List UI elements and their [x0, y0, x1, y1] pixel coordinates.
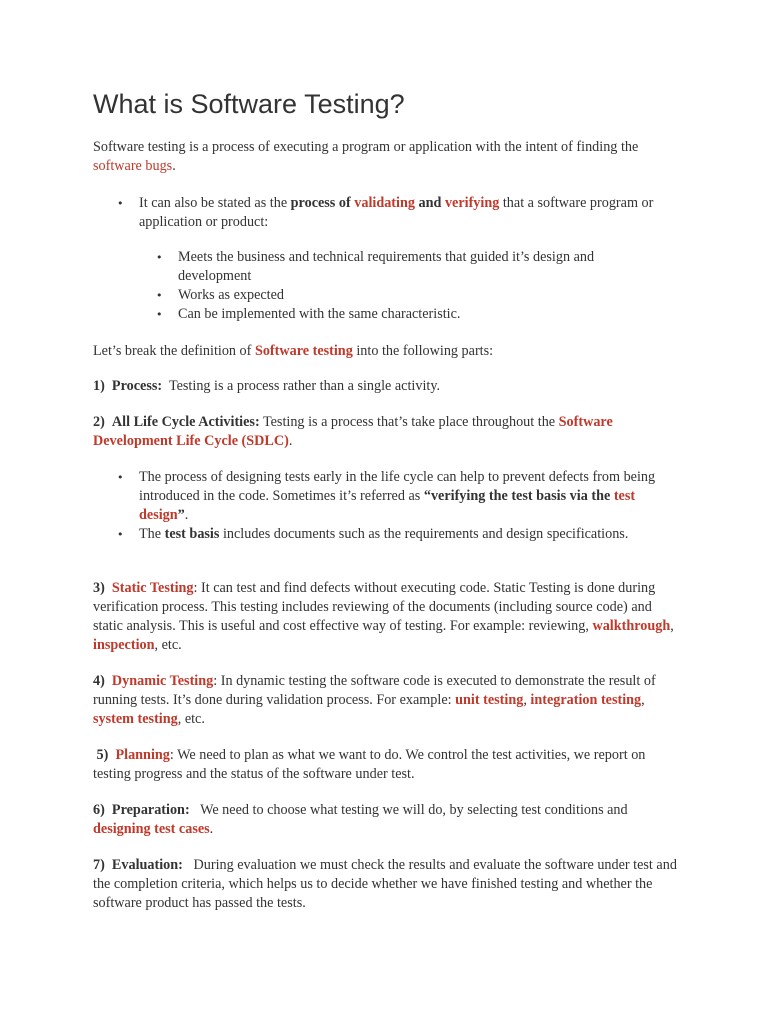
section-planning: 5) Planning: We need to plan as what we want to do. We control the test activities, we report on testing progress and the status of the software under test.	[93, 747, 646, 782]
section-label: Preparation:	[111, 802, 190, 818]
static-testing-link[interactable]: Static Testing	[111, 580, 194, 596]
section-label: All Life Cycle Activities:	[111, 414, 260, 430]
sdlc-link[interactable]: Software Development Life Cycle (SDLC)	[93, 414, 613, 449]
list-item: • The process of designing tests early in the life cycle can help to prevent defects from being introduced in the code. Sometimes it’s referred as “verifying the test basis via the test design”.	[139, 468, 659, 525]
test-design-link[interactable]: test design	[139, 488, 636, 523]
inspection-link[interactable]: inspection	[93, 637, 155, 653]
validating-link[interactable]: validating	[354, 195, 415, 211]
list-item: • Can be implemented with the same characteristic.	[178, 305, 668, 324]
designing-test-cases-link[interactable]: designing test cases	[93, 821, 210, 837]
section-life-cycle: 2) All Life Cycle Activities: Testing is a process that’s take place throughout the Software Development Life Cycle (SDLC).	[93, 414, 613, 449]
verifying-link[interactable]: verifying	[444, 195, 500, 211]
section-label: Evaluation:	[111, 857, 183, 873]
intro-paragraph	[93, 138, 683, 176]
dynamic-testing-link[interactable]: Dynamic Testing	[111, 673, 214, 689]
section-label: Process:	[111, 378, 163, 394]
software-bugs-link[interactable]: software bugs	[93, 158, 173, 174]
integration-testing-link[interactable]: integration testing	[530, 692, 642, 708]
planning-link[interactable]: Planning	[115, 747, 170, 763]
intro-end: .	[172, 158, 176, 174]
list-item: • Works as expected	[178, 286, 668, 305]
section-preparation: 6) Preparation: We need to choose what testing we will do, by selecting test conditions and designing test cases.	[93, 802, 628, 837]
page-title: What is Software Testing?	[93, 89, 405, 119]
section-dynamic-testing: 4) Dynamic Testing: In dynamic testing the software code is executed to demonstrate the result of running tests. It’s done during validation process. For example: unit testing, integration testing, system testing, etc.	[93, 673, 656, 727]
walkthrough-link[interactable]: walkthrough	[592, 618, 671, 634]
list-item: • It can also be stated as the process of validating and verifying that a software program or application or product:	[139, 194, 659, 232]
section-process: 1) Process: Testing is a process rather than a single activity.	[93, 378, 441, 394]
list-item: • The test basis includes documents such as the requirements and design specifications.	[139, 525, 659, 544]
life-cycle-list	[139, 468, 659, 544]
system-testing-link[interactable]: system testing	[93, 711, 178, 727]
list-item: • Meets the business and technical requirements that guided it’s design and development	[178, 248, 668, 286]
section-static-testing: 3) Static Testing: It can test and find defects without executing code. Static Testing is done during verification process. This testing includes reviewing of the documents (including source code) and static analysis. This is useful and cost effective way of testing. For example: reviewing, walkthrough, inspection, etc.	[93, 580, 674, 653]
intro-text: Software testing is a process of executing a program or application with the intent of finding the	[93, 139, 639, 155]
software-testing-link[interactable]: Software testing	[254, 343, 353, 359]
unit-testing-link[interactable]: unit testing	[455, 692, 524, 708]
section-evaluation: 7) Evaluation: During evaluation we must check the results and evaluate the software under test and the completion criteria, which helps us to decide whether we have finished testing and whether the software product has passed the tests.	[93, 857, 677, 911]
requirements-list	[178, 248, 668, 324]
definition-list	[139, 194, 659, 232]
breakdown-paragraph: Let’s break the definition of Software testing into the following parts:	[93, 343, 494, 359]
